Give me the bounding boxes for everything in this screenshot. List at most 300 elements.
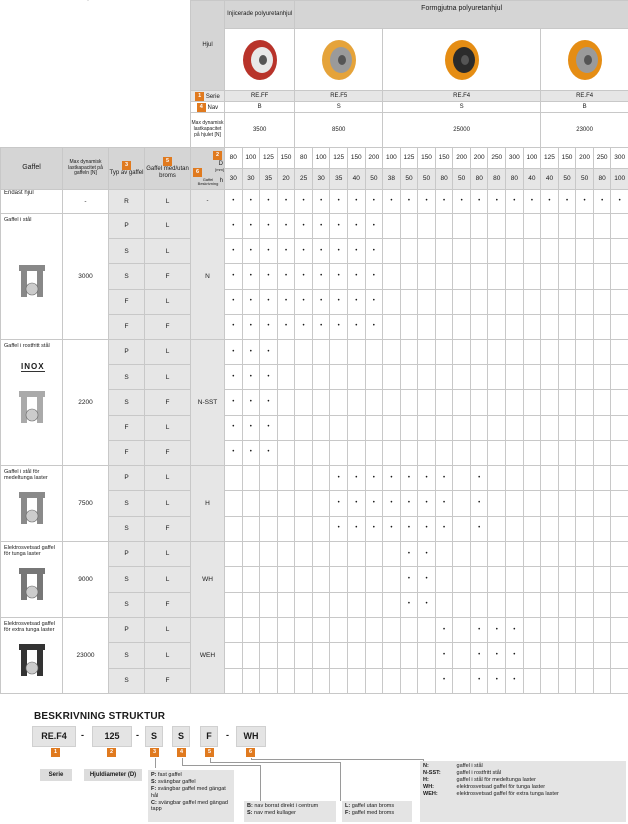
availability-dot: • bbox=[347, 239, 365, 264]
empty-cell bbox=[383, 668, 401, 693]
availability-dot: • bbox=[295, 314, 313, 339]
empty-cell bbox=[558, 340, 576, 365]
availability-dot: • bbox=[488, 190, 506, 214]
empty-cell bbox=[295, 415, 313, 440]
empty-cell bbox=[277, 516, 295, 541]
empty-cell bbox=[558, 214, 576, 239]
empty-cell bbox=[260, 491, 278, 516]
col-typ: 3 Typ av gaffel bbox=[109, 148, 145, 190]
empty-cell bbox=[400, 415, 418, 440]
empty-cell bbox=[347, 415, 365, 440]
empty-cell bbox=[506, 592, 524, 617]
empty-cell bbox=[453, 239, 471, 264]
hjul-label: Hjul bbox=[191, 1, 225, 91]
empty-cell bbox=[488, 415, 506, 440]
empty-cell bbox=[435, 440, 453, 465]
empty-cell bbox=[312, 542, 330, 567]
availability-dot: • bbox=[418, 567, 436, 592]
availability-dot: • bbox=[242, 390, 260, 415]
empty-cell bbox=[470, 542, 488, 567]
empty-cell bbox=[242, 567, 260, 592]
empty-cell bbox=[435, 567, 453, 592]
height-value: 80 bbox=[506, 169, 524, 190]
availability-dot: • bbox=[330, 314, 348, 339]
empty-cell bbox=[312, 491, 330, 516]
empty-cell bbox=[260, 542, 278, 567]
empty-cell bbox=[295, 491, 313, 516]
availability-dot: • bbox=[506, 190, 524, 214]
availability-dot: • bbox=[418, 491, 436, 516]
empty-cell bbox=[506, 466, 524, 491]
empty-cell bbox=[506, 314, 524, 339]
empty-cell bbox=[418, 365, 436, 390]
empty-cell bbox=[435, 264, 453, 289]
empty-cell bbox=[418, 314, 436, 339]
empty-cell bbox=[242, 643, 260, 668]
nav-value: B bbox=[541, 102, 628, 113]
empty-cell bbox=[312, 516, 330, 541]
serie-value: RE.F5 bbox=[295, 91, 383, 102]
availability-dot: • bbox=[558, 190, 576, 214]
broms-value: L bbox=[145, 214, 191, 239]
diameter-value: 100 bbox=[383, 148, 401, 169]
availability-dot: • bbox=[541, 190, 559, 214]
empty-cell bbox=[611, 516, 628, 541]
availability-dot: • bbox=[365, 289, 383, 314]
height-value: 100 bbox=[611, 169, 628, 190]
empty-cell bbox=[593, 643, 611, 668]
wheel-load-value: 23000 bbox=[541, 113, 628, 148]
empty-cell bbox=[277, 390, 295, 415]
empty-cell bbox=[365, 415, 383, 440]
diameter-value: 100 bbox=[242, 148, 260, 169]
empty-cell bbox=[593, 314, 611, 339]
availability-dot: • bbox=[506, 618, 524, 643]
code-broms: F bbox=[200, 726, 218, 747]
availability-dot: • bbox=[611, 190, 628, 214]
empty-cell bbox=[523, 542, 541, 567]
empty-cell bbox=[506, 567, 524, 592]
empty-cell bbox=[330, 592, 348, 617]
empty-cell bbox=[400, 390, 418, 415]
empty-cell bbox=[383, 314, 401, 339]
empty-cell bbox=[435, 365, 453, 390]
empty-cell bbox=[593, 542, 611, 567]
availability-dot: • bbox=[365, 190, 383, 214]
availability-dot: • bbox=[312, 214, 330, 239]
empty-cell bbox=[576, 390, 594, 415]
empty-cell bbox=[470, 592, 488, 617]
badge-4: 4 bbox=[197, 103, 206, 112]
empty-cell bbox=[523, 440, 541, 465]
empty-cell bbox=[260, 592, 278, 617]
empty-cell bbox=[470, 239, 488, 264]
empty-cell bbox=[260, 567, 278, 592]
empty-cell bbox=[347, 618, 365, 643]
typ-value: F bbox=[109, 415, 145, 440]
availability-dot: • bbox=[225, 365, 243, 390]
height-value: 50 bbox=[453, 169, 471, 190]
empty-cell bbox=[260, 516, 278, 541]
code-diameter: 125 bbox=[92, 726, 132, 747]
legend-line: WH: elektrosvetsad gaffel för tunga laster bbox=[423, 783, 546, 790]
empty-cell bbox=[400, 239, 418, 264]
empty-cell bbox=[506, 365, 524, 390]
empty-cell bbox=[593, 239, 611, 264]
wheel-load-value: 3500 bbox=[225, 113, 295, 148]
availability-dot: • bbox=[365, 516, 383, 541]
availability-dot: • bbox=[470, 491, 488, 516]
empty-cell bbox=[330, 643, 348, 668]
empty-cell bbox=[330, 390, 348, 415]
badge-3: 3 bbox=[122, 161, 131, 170]
availability-dot: • bbox=[453, 190, 471, 214]
availability-dot: • bbox=[225, 214, 243, 239]
empty-cell bbox=[365, 390, 383, 415]
empty-cell bbox=[312, 340, 330, 365]
legend-broms bbox=[342, 801, 412, 822]
height-value: 38 bbox=[383, 169, 401, 190]
empty-cell bbox=[523, 592, 541, 617]
empty-cell bbox=[488, 542, 506, 567]
empty-cell bbox=[488, 365, 506, 390]
badge-1: 1 bbox=[51, 748, 60, 757]
legend-line: F: gaffel med broms bbox=[345, 809, 395, 816]
empty-cell bbox=[400, 214, 418, 239]
availability-dot: • bbox=[295, 214, 313, 239]
fork-group: Endast hjul bbox=[1, 190, 63, 214]
availability-dot: • bbox=[488, 668, 506, 693]
availability-dot: • bbox=[365, 314, 383, 339]
empty-cell bbox=[576, 239, 594, 264]
availability-dot: • bbox=[260, 415, 278, 440]
empty-cell bbox=[576, 340, 594, 365]
empty-cell bbox=[523, 340, 541, 365]
empty-cell bbox=[593, 415, 611, 440]
height-value: 20 bbox=[277, 169, 295, 190]
empty-cell bbox=[523, 567, 541, 592]
empty-cell bbox=[558, 440, 576, 465]
empty-cell bbox=[330, 440, 348, 465]
empty-cell bbox=[225, 542, 243, 567]
dash: - bbox=[136, 730, 139, 740]
typ-value: P bbox=[109, 340, 145, 365]
height-value: 50 bbox=[558, 169, 576, 190]
empty-cell bbox=[576, 314, 594, 339]
empty-cell bbox=[611, 643, 628, 668]
availability-dot: • bbox=[435, 466, 453, 491]
empty-cell bbox=[523, 264, 541, 289]
broms-value: F bbox=[145, 390, 191, 415]
code-nav: S bbox=[172, 726, 190, 747]
empty-cell bbox=[295, 466, 313, 491]
diameter-value: 200 bbox=[576, 148, 594, 169]
empty-cell bbox=[541, 567, 559, 592]
empty-cell bbox=[295, 516, 313, 541]
empty-cell bbox=[506, 289, 524, 314]
availability-dot: • bbox=[260, 440, 278, 465]
empty-cell bbox=[523, 214, 541, 239]
legend-line: N-SST: gaffel i rostfritt stål bbox=[423, 769, 502, 776]
empty-cell bbox=[435, 415, 453, 440]
availability-dot: • bbox=[365, 239, 383, 264]
legend-line: F: svängbar gaffel med gängat hål bbox=[151, 785, 226, 799]
legend-line: B: nav borrat direkt i centrum bbox=[247, 803, 319, 809]
badge-6: 6 bbox=[193, 168, 202, 177]
col-max-load: Max dynamisk lastkapacitet på gaffeln [N] bbox=[63, 148, 109, 190]
empty-cell bbox=[242, 542, 260, 567]
availability-dot: • bbox=[225, 264, 243, 289]
availability-dot: • bbox=[435, 491, 453, 516]
empty-cell bbox=[558, 239, 576, 264]
availability-dot: • bbox=[330, 466, 348, 491]
empty-cell bbox=[523, 314, 541, 339]
empty-cell bbox=[611, 668, 628, 693]
legend-nav bbox=[244, 801, 336, 822]
empty-cell bbox=[347, 542, 365, 567]
typ-value: F bbox=[109, 289, 145, 314]
broms-value: F bbox=[145, 516, 191, 541]
availability-dot: • bbox=[277, 264, 295, 289]
availability-dot: • bbox=[312, 314, 330, 339]
empty-cell bbox=[330, 542, 348, 567]
badge-4: 4 bbox=[177, 748, 186, 757]
structure-title: BESKRIVNING STRUKTUR bbox=[34, 711, 166, 722]
empty-cell bbox=[295, 618, 313, 643]
empty-cell bbox=[435, 314, 453, 339]
empty-cell bbox=[295, 440, 313, 465]
empty-cell bbox=[365, 542, 383, 567]
typ-value: S bbox=[109, 668, 145, 693]
empty-cell bbox=[541, 214, 559, 239]
empty-cell bbox=[418, 643, 436, 668]
availability-dot: • bbox=[260, 390, 278, 415]
empty-cell bbox=[558, 668, 576, 693]
empty-cell bbox=[611, 264, 628, 289]
height-value: 80 bbox=[470, 169, 488, 190]
availability-dot: • bbox=[470, 466, 488, 491]
broms-value: L bbox=[145, 239, 191, 264]
empty-cell bbox=[611, 390, 628, 415]
availability-dot: • bbox=[277, 239, 295, 264]
empty-cell bbox=[365, 592, 383, 617]
empty-cell bbox=[347, 668, 365, 693]
empty-cell bbox=[558, 314, 576, 339]
empty-cell bbox=[541, 516, 559, 541]
empty-cell bbox=[576, 668, 594, 693]
availability-dot: • bbox=[470, 618, 488, 643]
empty-cell bbox=[558, 491, 576, 516]
empty-cell bbox=[488, 314, 506, 339]
empty-cell bbox=[260, 618, 278, 643]
empty-cell bbox=[576, 365, 594, 390]
availability-dot: • bbox=[277, 289, 295, 314]
availability-dot: • bbox=[225, 289, 243, 314]
empty-cell bbox=[576, 289, 594, 314]
empty-cell bbox=[435, 289, 453, 314]
availability-dot: • bbox=[242, 264, 260, 289]
badge-2: 2 bbox=[107, 748, 116, 757]
empty-cell bbox=[260, 643, 278, 668]
typ-value: S bbox=[109, 264, 145, 289]
empty-cell bbox=[611, 239, 628, 264]
availability-dot: • bbox=[593, 190, 611, 214]
empty-cell bbox=[541, 314, 559, 339]
besk-value: WEH bbox=[191, 618, 225, 694]
empty-cell bbox=[558, 516, 576, 541]
group-injicerade: Injicerade polyuretanhjul bbox=[225, 1, 295, 29]
availability-dot: • bbox=[277, 190, 295, 214]
empty-cell bbox=[488, 390, 506, 415]
empty-cell bbox=[295, 390, 313, 415]
availability-dot: • bbox=[260, 214, 278, 239]
empty-cell bbox=[558, 390, 576, 415]
diameter-value: 100 bbox=[312, 148, 330, 169]
availability-dot: • bbox=[347, 190, 365, 214]
empty-cell bbox=[435, 390, 453, 415]
empty-cell bbox=[576, 643, 594, 668]
inox-logo: INOX bbox=[21, 362, 45, 371]
diameter-value: 150 bbox=[418, 148, 436, 169]
empty-cell bbox=[225, 668, 243, 693]
empty-cell bbox=[611, 214, 628, 239]
empty-cell bbox=[611, 440, 628, 465]
empty-cell bbox=[488, 440, 506, 465]
empty-cell bbox=[242, 618, 260, 643]
empty-cell bbox=[418, 440, 436, 465]
broms-value: L bbox=[145, 542, 191, 567]
empty-cell bbox=[330, 567, 348, 592]
availability-dot: • bbox=[312, 190, 330, 214]
broms-value: F bbox=[145, 314, 191, 339]
empty-cell bbox=[347, 643, 365, 668]
empty-cell bbox=[330, 340, 348, 365]
empty-cell bbox=[470, 440, 488, 465]
empty-cell bbox=[523, 239, 541, 264]
empty-cell bbox=[312, 668, 330, 693]
availability-dot: • bbox=[225, 440, 243, 465]
empty-cell bbox=[488, 567, 506, 592]
empty-cell bbox=[418, 390, 436, 415]
legend-line: H: gaffel i stål för medeltunga laster bbox=[423, 776, 536, 783]
empty-cell bbox=[541, 592, 559, 617]
empty-cell bbox=[506, 390, 524, 415]
availability-dot: • bbox=[435, 668, 453, 693]
empty-cell bbox=[488, 239, 506, 264]
availability-dot: • bbox=[330, 239, 348, 264]
empty-cell bbox=[541, 668, 559, 693]
availability-dot: • bbox=[260, 239, 278, 264]
empty-cell bbox=[277, 567, 295, 592]
height-value: 30 bbox=[312, 169, 330, 190]
empty-cell bbox=[277, 340, 295, 365]
empty-cell bbox=[576, 542, 594, 567]
fork-image bbox=[15, 389, 49, 429]
availability-dot: • bbox=[418, 190, 436, 214]
height-value: 30 bbox=[225, 169, 243, 190]
empty-cell bbox=[418, 340, 436, 365]
empty-cell bbox=[506, 542, 524, 567]
empty-cell bbox=[365, 668, 383, 693]
diameter-value: 150 bbox=[435, 148, 453, 169]
empty-cell bbox=[523, 618, 541, 643]
fork-group: Gaffel i stål bbox=[1, 214, 63, 340]
empty-cell bbox=[593, 340, 611, 365]
empty-cell bbox=[506, 239, 524, 264]
availability-dot: • bbox=[435, 643, 453, 668]
availability-dot: • bbox=[260, 340, 278, 365]
empty-cell bbox=[541, 340, 559, 365]
empty-cell bbox=[277, 415, 295, 440]
code-serie: RE.F4 bbox=[32, 726, 76, 747]
empty-cell bbox=[383, 643, 401, 668]
empty-cell bbox=[400, 289, 418, 314]
empty-cell bbox=[576, 592, 594, 617]
empty-cell bbox=[506, 440, 524, 465]
empty-cell bbox=[347, 440, 365, 465]
empty-cell bbox=[295, 340, 313, 365]
availability-dot: • bbox=[330, 190, 348, 214]
besk-value: N-SST bbox=[191, 340, 225, 466]
diameter-value: 200 bbox=[365, 148, 383, 169]
diameter-value: 300 bbox=[611, 148, 628, 169]
empty-cell bbox=[611, 289, 628, 314]
empty-cell bbox=[541, 542, 559, 567]
diameter-value: 200 bbox=[470, 148, 488, 169]
empty-cell bbox=[330, 365, 348, 390]
broms-value: L bbox=[145, 567, 191, 592]
empty-cell bbox=[611, 542, 628, 567]
empty-cell bbox=[383, 567, 401, 592]
empty-cell bbox=[260, 668, 278, 693]
typ-value: F bbox=[109, 314, 145, 339]
empty-cell bbox=[277, 365, 295, 390]
availability-dot: • bbox=[347, 466, 365, 491]
availability-dot: • bbox=[506, 643, 524, 668]
height-value: 50 bbox=[365, 169, 383, 190]
height-value: 30 bbox=[242, 169, 260, 190]
typ-value: R bbox=[109, 190, 145, 214]
broms-value: L bbox=[145, 415, 191, 440]
code-typ: S bbox=[145, 726, 163, 747]
diameter-value: 250 bbox=[488, 148, 506, 169]
legend-line: S: svängbar gaffel bbox=[151, 778, 196, 785]
availability-dot: • bbox=[400, 190, 418, 214]
empty-cell bbox=[383, 542, 401, 567]
height-value: 50 bbox=[576, 169, 594, 190]
label-diameter: Hjuldiameter (D) bbox=[84, 769, 142, 781]
empty-cell bbox=[383, 440, 401, 465]
empty-cell bbox=[418, 668, 436, 693]
availability-dot: • bbox=[225, 390, 243, 415]
empty-cell bbox=[312, 415, 330, 440]
legend-typ bbox=[148, 770, 234, 822]
availability-dot: • bbox=[260, 289, 278, 314]
empty-cell bbox=[541, 289, 559, 314]
empty-cell bbox=[295, 365, 313, 390]
legend-besk bbox=[420, 761, 626, 822]
empty-cell bbox=[558, 618, 576, 643]
typ-value: P bbox=[109, 618, 145, 643]
fork-group: Elektrosvetsad gaffel för extra tunga laster bbox=[1, 618, 63, 694]
empty-cell bbox=[453, 592, 471, 617]
availability-dot: • bbox=[418, 592, 436, 617]
height-value: 25 bbox=[295, 169, 313, 190]
typ-value: S bbox=[109, 567, 145, 592]
empty-cell bbox=[383, 365, 401, 390]
availability-dot: • bbox=[470, 516, 488, 541]
availability-dot: • bbox=[242, 415, 260, 440]
